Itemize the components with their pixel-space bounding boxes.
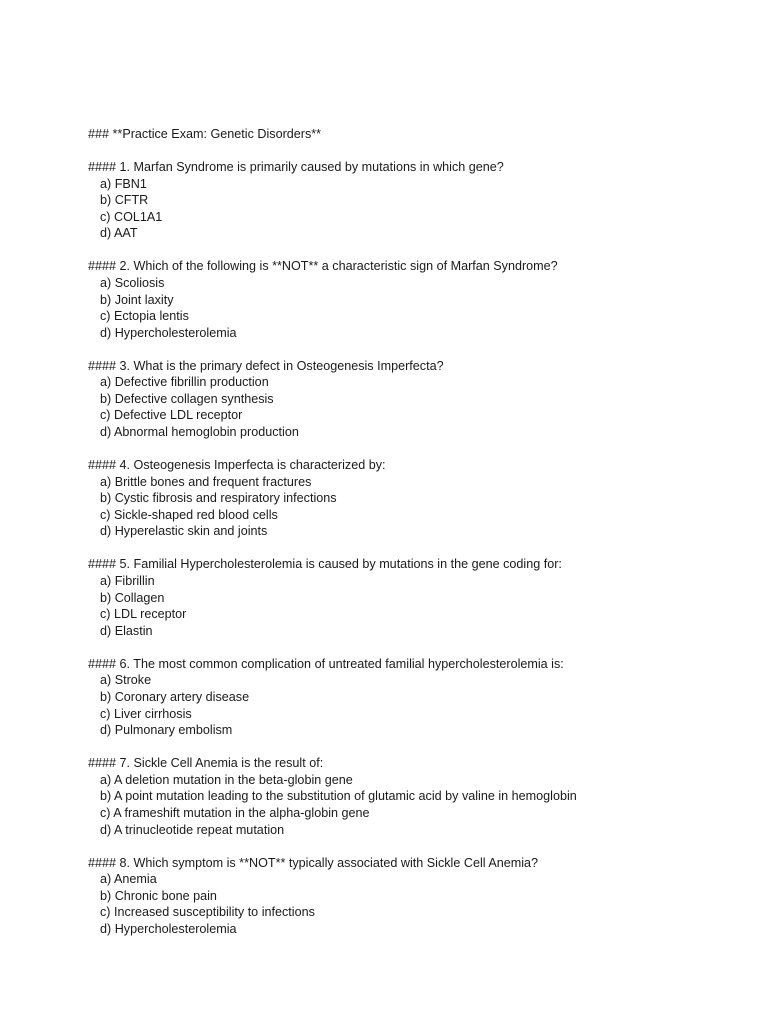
- question-block: [88, 755, 748, 838]
- answer-option: c) COL1A1: [100, 209, 163, 224]
- page-title: ### **Practice Exam: Genetic Disorders**: [88, 127, 322, 141]
- answer-option: a) FBN1: [100, 176, 147, 191]
- answer-option: b) Coronary artery disease: [100, 689, 250, 704]
- answer-option: b) A point mutation leading to the substitution of glutamic acid by valine in hemoglobin: [100, 789, 577, 804]
- spacer: [88, 540, 748, 556]
- question-block: [88, 656, 748, 739]
- answer-option: a) A deletion mutation in the beta-globin gene: [100, 772, 353, 787]
- answer-option: a) Defective fibrillin production: [100, 375, 269, 390]
- answer-option: a) Anemia: [100, 872, 157, 887]
- answer-option: a) Brittle bones and frequent fractures: [100, 474, 312, 489]
- question-block: [88, 258, 748, 341]
- answer-option: b) Cystic fibrosis and respiratory infections: [100, 491, 337, 506]
- answer-option: b) CFTR: [100, 193, 149, 208]
- spacer: [88, 341, 748, 357]
- answer-option: b) Joint laxity: [100, 292, 174, 307]
- answer-option: c) Increased susceptibility to infections: [100, 905, 315, 920]
- spacer: [88, 838, 748, 854]
- answer-option: c) LDL receptor: [100, 607, 187, 622]
- spacer: [88, 441, 748, 457]
- answer-option: c) Defective LDL receptor: [100, 408, 243, 423]
- answer-option: c) Liver cirrhosis: [100, 706, 192, 721]
- question-text: #### 7. Sickle Cell Anemia is the result of:: [88, 756, 324, 771]
- question-text: #### 4. Osteogenesis Imperfecta is characterized by:: [88, 458, 386, 473]
- answer-option: b) Chronic bone pain: [100, 888, 217, 903]
- answer-option: d) A trinucleotide repeat mutation: [100, 822, 285, 837]
- answer-option: c) Ectopia lentis: [100, 309, 189, 324]
- question-list: [88, 159, 748, 937]
- spacer: [88, 242, 748, 258]
- answer-option: a) Scoliosis: [100, 275, 165, 290]
- question-text: #### 5. Familial Hypercholesterolemia is caused by mutations in the gene coding for:: [88, 557, 562, 572]
- answer-option: d) Hypercholesterolemia: [100, 921, 237, 936]
- spacer: [88, 639, 748, 655]
- answer-option: b) Defective collagen synthesis: [100, 391, 274, 406]
- answer-option: b) Collagen: [100, 590, 165, 605]
- question-text: #### 8. Which symptom is **NOT** typically associated with Sickle Cell Anemia?: [88, 855, 539, 870]
- question-block: [88, 358, 748, 441]
- question-block: [88, 457, 748, 540]
- answer-option: d) AAT: [100, 226, 138, 241]
- question-block: [88, 556, 748, 639]
- answer-option: d) Pulmonary embolism: [100, 723, 233, 738]
- answer-option: d) Hyperelastic skin and joints: [100, 524, 268, 539]
- question-text: #### 3. What is the primary defect in Osteogenesis Imperfecta?: [88, 358, 444, 373]
- question-text: #### 2. Which of the following is **NOT** a characteristic sign of Marfan Syndrome?: [88, 259, 558, 274]
- spacer: [88, 143, 748, 159]
- document-page: [88, 126, 748, 937]
- answer-option: d) Hypercholesterolemia: [100, 325, 237, 340]
- answer-option: a) Stroke: [100, 673, 152, 688]
- answer-option: a) Fibrillin: [100, 574, 155, 589]
- answer-option: c) A frameshift mutation in the alpha-globin gene: [100, 805, 370, 820]
- question-block: [88, 855, 748, 938]
- question-text: #### 6. The most common complication of untreated familial hypercholesterolemia is:: [88, 656, 564, 671]
- answer-option: d) Abnormal hemoglobin production: [100, 425, 299, 440]
- answer-option: c) Sickle-shaped red blood cells: [100, 507, 278, 522]
- spacer: [88, 739, 748, 755]
- answer-option: d) Elastin: [100, 623, 153, 638]
- question-block: [88, 159, 748, 242]
- question-text: #### 1. Marfan Syndrome is primarily caused by mutations in which gene?: [88, 159, 504, 174]
